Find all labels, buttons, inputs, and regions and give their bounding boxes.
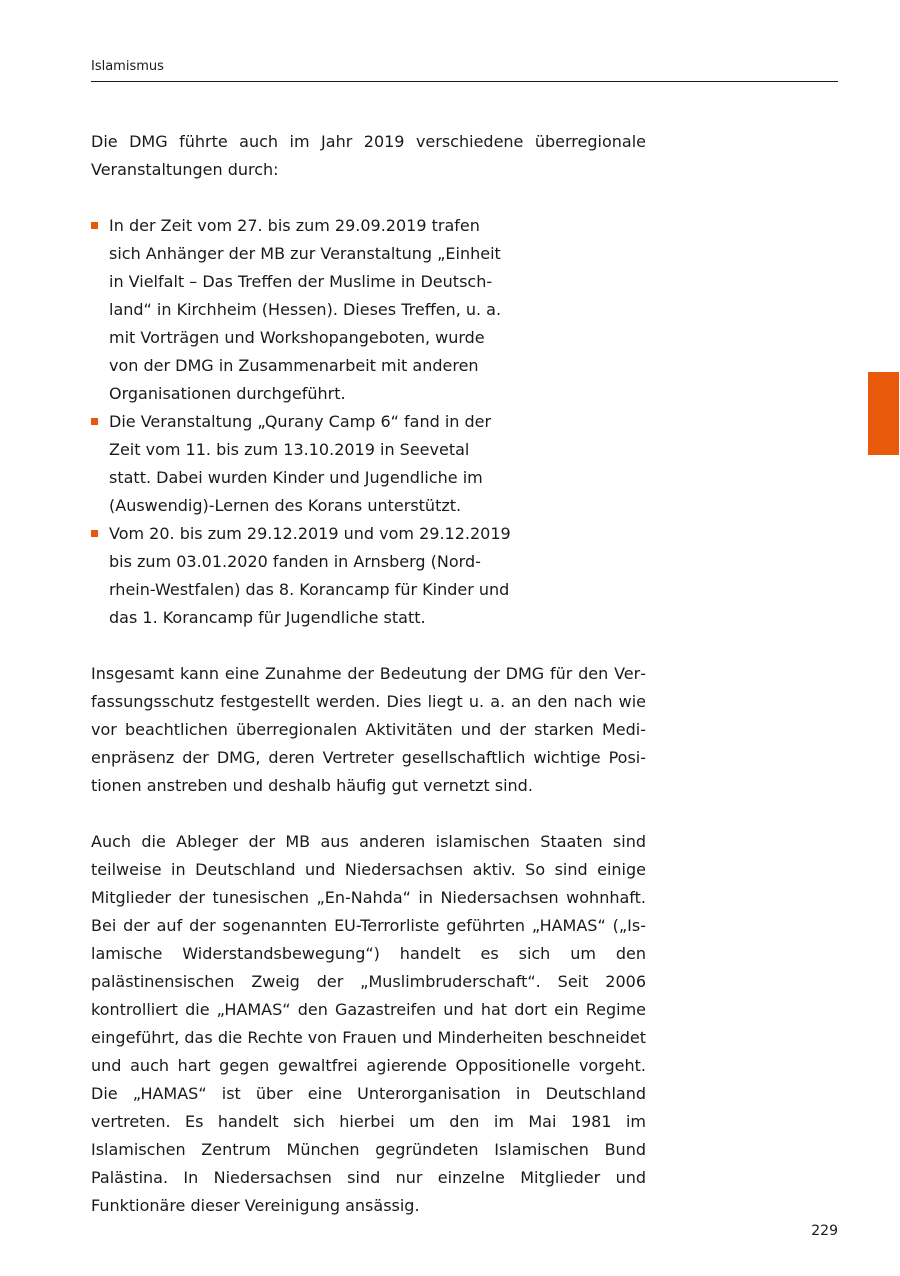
main-text-column [91, 128, 646, 1220]
intro-paragraph: Die DMG führte auch im Jahr 2019 verschiedene überregionale Veranstaltungen durch: [91, 132, 646, 179]
chapter-side-tab [868, 372, 899, 455]
running-header-title: Islamismus [91, 59, 164, 74]
square-bullet-icon [91, 418, 98, 425]
body-paragraph-3: Auch die Ableger der MB aus anderen islamischen Staaten sind teilweise in Deutschland und Niedersachsen aktiv. So sind einige Mitglieder der tunesischen „En-Nahda“ in Niedersachsen wohnhaft. Bei der auf der sogenannten EU-Terrorliste geführten „HAMAS“ („Islamische Widerstandsbewegung“) handelt es sich um den palästinensischen Zweig der „Muslimbruderschaft“. Seit 2006 kontrolliert die „HAMAS“ den Gazastreifen und hat dort ein Regime eingeführt, das die Rechte von Frauen und Minderheiten beschneidet und auch hart gegen gewaltfrei agierende Oppositionelle vorgeht. Die „HAMAS“ ist über eine Unterorganisation in Deutschland vertreten. Es handelt sich hierbei um den im Mai 1981 im Islamischen Zentrum München gegründeten Islamischen Bund Palästina. In Niedersachsen sind nur einzelne Mitglieder und Funktionäre dieser Vereinigung ansässig. [91, 832, 646, 1215]
event-list [91, 212, 516, 632]
page-number: 229 [811, 1223, 838, 1239]
square-bullet-icon [91, 222, 98, 229]
list-item [91, 520, 516, 632]
square-bullet-icon [91, 530, 98, 537]
list-item-text: Die Veranstaltung „Qurany Camp 6“ fand in der Zeit vom 11. bis zum 13.10.2019 in Seevetal statt. Dabei wurden Kinder und Jugendliche im (Auswendig)-Lernen des Korans unterstützt. [109, 412, 492, 515]
body-paragraph-2: Insgesamt kann eine Zunahme der Bedeutung der DMG für den Verfassungsschutz festgestellt werden. Dies liegt u. a. an den nach wie vor beachtlichen überregionalen Aktivitäten und der starken Medienpräsenz der DMG, deren Vertreter gesellschaftlich wichtige Positionen anstreben und deshalb häufig gut vernetzt sind. [91, 664, 646, 795]
header-divider [91, 81, 838, 82]
list-item-text: In der Zeit vom 27. bis zum 29.09.2019 trafen sich Anhänger der MB zur Veranstaltung „Einheit in Vielfalt – Das Treffen der Muslime in Deutschland“ in Kirchheim (Hessen). Dieses Treffen, u. a. mit Vorträgen und Workshopangeboten, wurde von der DMG in Zusammenarbeit mit anderen Organisationen durchgeführt. [109, 216, 502, 403]
list-item-text: Vom 20. bis zum 29.12.2019 und vom 29.12.2019 bis zum 03.01.2020 fanden in Arnsberg (Nordrhein-Westfalen) das 8. Korancamp für Kinder und das 1. Korancamp für Jugendliche statt. [109, 524, 511, 627]
list-item [91, 212, 516, 408]
list-item [91, 408, 516, 520]
